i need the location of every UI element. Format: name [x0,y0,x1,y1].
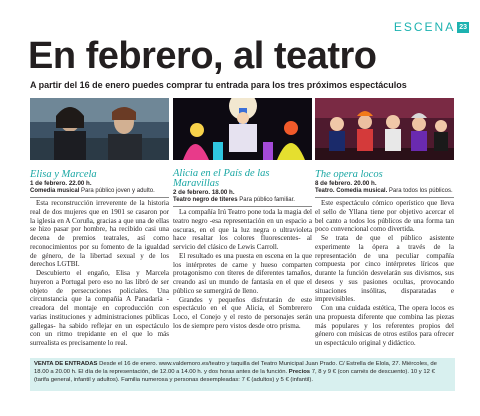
article-body [173,208,312,331]
show-type [173,197,312,205]
subheadline: A partir del 16 de enero puedes comprar tu entrada para los tres próximos espectáculos [30,80,407,90]
photo-opera-locos [315,98,454,160]
show-title: Elisa y Marcela [30,169,97,180]
divider [315,197,454,198]
show-date: 8 de febrero. 20.00 h. [315,180,377,187]
show-audience: Para público familiar. [237,197,295,203]
show-audience: Para todos los públicos. [387,188,453,194]
article-body [30,199,169,348]
section-header [394,20,469,34]
paragraph: Descubierto el engaño, Elisa y Marcela huyeron a Portugal pero eso no las libró de ser objeto de persecuciones policiales. Una circunstancia que la compañía A Panadaría -creadora del montaje en coproducción con varias instituciones y administraciones públicas gallegas- ha sabido reflejar en un espectáculo con un ritmo trepidante en el que lo más surrealista es precisamente lo real. [30,269,169,348]
section-name: ESCENA [393,20,456,34]
page-number: 23 [459,23,467,31]
paragraph: Con una cuidada estética, The opera locos es una propuesta diferente que combina las piezas más populares y los referentes propios del género con músicas de otros estilos para ofrecer un espectáculo original y didáctico. [315,304,454,348]
show-column-elisa [30,98,169,348]
show-genre: Comedia musical [30,188,80,194]
divider [173,206,312,207]
article-body [315,199,454,348]
ticket-sales-box [30,358,455,391]
headline: En febrero, al teatro [28,35,377,77]
paragraph: El resultado es una puesta en escena en la que los intérpretes de carne y hueso comparten protagonismo con títeres de diferentes tamaños, creando así un mundo de fantasía en el que el público se sumergirá de lleno. [173,251,312,295]
show-column-opera-locos [315,98,454,348]
paragraph: Grandes y pequeños disfrutarán de este espectáculo en el que Alicia, el Sombrerero Loco, el Conejo y el resto de personajes serán los de siempre pero vistos desde otro prisma. [173,295,312,330]
show-audience: Para público joven y adulto. [79,188,155,194]
show-column-alicia [173,98,312,331]
show-date: 1 de febrero. 22.00 h. [30,180,92,187]
show-date: 2 de febrero. 18.00 h. [173,189,235,196]
prices-info: 7, 8 y 9 € (con carnés de descuento). 10 y 12 € (tarifa general, infantil y adultos). Familia numerosa y personas desempleadas: 7 € (adultos) y 5 € (infantil). [34,368,435,383]
show-type [30,188,169,196]
show-title: Alicia en el País de las Maravillas [173,168,270,189]
show-type [315,188,454,196]
show-title: The opera locos [315,169,383,180]
show-genre: Teatro. Comedia musical. [315,188,388,194]
photo-alicia [173,98,312,160]
photo-elisa-y-marcela [30,98,169,160]
prices-label: Precios [288,368,311,375]
paragraph: Se trata de que el público asistente experimente la ópera a través de la representación de una peculiar compañía compuesta por cinco intérpretes líricos que durante la función desvelarán sus divismos, sus deseos y sus pasiones ocultas, provocando situaciones insólitas, disparatadas e imprevisibles. [315,234,454,304]
paragraph: Esta reconstrucción irreverente de la historia real de dos mujeres que en 1901 se casaron por la iglesia en A Coruña, gracias a que una de ellas se hizo pasar por hombre, ha recibido casi una decena de premios teatrales, así como reconocimientos por su fomento de la igualdad de género, de la libertad sexual y de los derechos LGTBI. [30,199,169,269]
divider [30,197,169,198]
ticket-sales-label: VENTA DE ENTRADAS [34,361,98,367]
ticket-sales-info: Desde el 16 de enero. www.valdemoro.es/teatro y taquilla del Teatro Municipal Juan Prado. C/ Estrella de Elola, 27. Miércoles, de 18.00 a 20.00 h. El día de la representación, de 12.00 a 14.00 h. y dos horas antes de la función. [34,361,437,375]
paragraph: La compañía Irú Teatro pone toda la magia del teatro negro -esa representación en un espacio a oscuras, en el que la luz negra o ultravioleta hace resaltar los colores fluorescentes- al servicio del clásico de Lewis Carroll. [173,208,312,252]
paragraph: Este espectáculo cómico operístico que lleva el sello de Yllana tiene por objetivo acercar el bel canto a todos los públicos de una forma tan poco convencional como divertida. [315,199,454,234]
show-genre: Teatro negro de títeres [173,197,238,203]
